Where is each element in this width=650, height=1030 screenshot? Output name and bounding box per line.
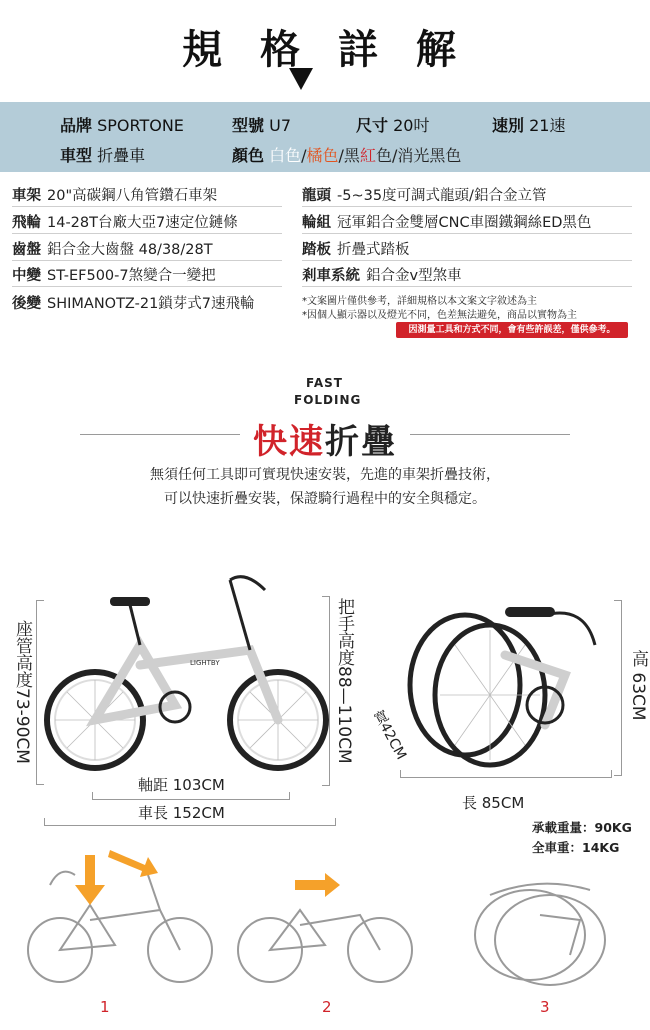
color-option: 紅 bbox=[359, 146, 376, 165]
handle-height-label: 把手高度88—110CM bbox=[334, 598, 354, 764]
width-label: 寬42CM bbox=[369, 707, 410, 763]
folding-step-3-image bbox=[450, 870, 630, 990]
divider bbox=[302, 286, 632, 287]
bike-brand-text: LIGHTBY bbox=[190, 659, 220, 667]
divider bbox=[12, 286, 282, 287]
color-option: / bbox=[301, 146, 307, 165]
color-option: 白色 bbox=[269, 146, 302, 165]
divider bbox=[302, 260, 632, 261]
title-down-arrow-icon bbox=[289, 68, 313, 90]
fold-description: 可以快速折疊安裝，保證騎行過程中的安全與穩定。 bbox=[164, 491, 486, 507]
measurement-disclaimer-badge: 因測量工具和方式不同，會有些許誤差，僅供參考。 bbox=[396, 322, 628, 338]
fast-folding-title: 快速折疊 bbox=[253, 422, 397, 462]
brand-spec: 品牌 SPORTONE bbox=[60, 116, 184, 135]
load-capacity: 承載重量：90KG bbox=[532, 820, 632, 835]
divider bbox=[302, 206, 632, 207]
type-spec: 車型 折疊車 bbox=[60, 146, 146, 165]
divider bbox=[12, 206, 282, 207]
fast-label: FAST bbox=[306, 376, 343, 390]
spec-wheelset: 輪組 冠軍鋁合金雙層CNC車圈鐵鋼絲ED黑色 bbox=[302, 215, 592, 231]
folding-step-2-image bbox=[230, 870, 420, 990]
spec-shifter: 中變 ST-EF500-7煞變合一變把 bbox=[12, 268, 216, 284]
spec-chainring: 齒盤 鋁合金大齒盤 48/38/28T bbox=[12, 242, 213, 258]
down-arrow-icon bbox=[75, 855, 105, 905]
folded-length-label: 長 85CM bbox=[462, 794, 525, 812]
color-option: 橘色 bbox=[306, 146, 339, 165]
bike-weight: 全車重：14KG bbox=[532, 840, 620, 855]
saddle-icon bbox=[110, 597, 150, 606]
spec-stem: 龍頭 -5~35度可調式龍頭/鋁合金立管 bbox=[302, 188, 547, 204]
wheelbase-label: 軸距 103CM bbox=[138, 776, 225, 794]
divider bbox=[12, 260, 282, 261]
unfolded-bike-image bbox=[40, 555, 330, 780]
folded-height-label: 高 63CM bbox=[628, 650, 648, 721]
spec-frame: 車架 20"高碳鋼八角管鑽石車架 bbox=[12, 188, 218, 204]
spec-freewheel: 飛輪 14-28T台廠大亞7速定位鏈條 bbox=[12, 215, 238, 231]
speed-spec: 速別 21速 bbox=[492, 116, 566, 135]
folding-label: FOLDING bbox=[294, 393, 362, 407]
fold-description: 無須任何工具即可實現快速安裝，先進的車架折疊技術， bbox=[150, 467, 500, 483]
model-spec: 型號 U7 bbox=[232, 116, 291, 135]
color-list bbox=[269, 146, 461, 165]
divider bbox=[12, 233, 282, 234]
disclaimer-note: *文案圖片僅供參考，詳細規格以本文案文字敘述為主 bbox=[302, 296, 537, 307]
divider bbox=[302, 233, 632, 234]
diagonal-arrow-icon bbox=[108, 850, 158, 877]
seat-height-label: 座管高度73-90CM bbox=[12, 620, 32, 764]
step-number: 3 bbox=[540, 998, 550, 1016]
spec-brake: 剎車系統 鋁合金v型煞車 bbox=[302, 268, 462, 284]
folded-length-bracket bbox=[400, 770, 612, 778]
folded-height-bracket bbox=[614, 600, 622, 776]
color-option: 色/消光黑色 bbox=[375, 146, 462, 165]
right-arrow-icon bbox=[295, 873, 340, 897]
folding-step-1-image bbox=[20, 845, 220, 995]
spec-derailleur: 後變 SHIMANOTZ-21鎖芽式7速飛輪 bbox=[12, 296, 255, 312]
page-title: 規 格 詳 解 bbox=[182, 27, 468, 73]
folded-bike-image bbox=[395, 585, 615, 770]
size-spec: 尺寸 20吋 bbox=[356, 116, 430, 135]
step-number: 2 bbox=[322, 998, 332, 1016]
spec-pedal: 踏板 折疊式踏板 bbox=[302, 242, 410, 258]
disclaimer-note: *因個人顯示器以及燈光不同，色差無法避免，商品以實物為主 bbox=[302, 310, 577, 321]
color-option: /黑 bbox=[338, 146, 360, 165]
length-label: 車長 152CM bbox=[138, 804, 225, 822]
step-number: 1 bbox=[100, 998, 110, 1016]
color-spec: 顏色 白色/橘色/黑紅色/消光黑色 bbox=[232, 146, 462, 165]
